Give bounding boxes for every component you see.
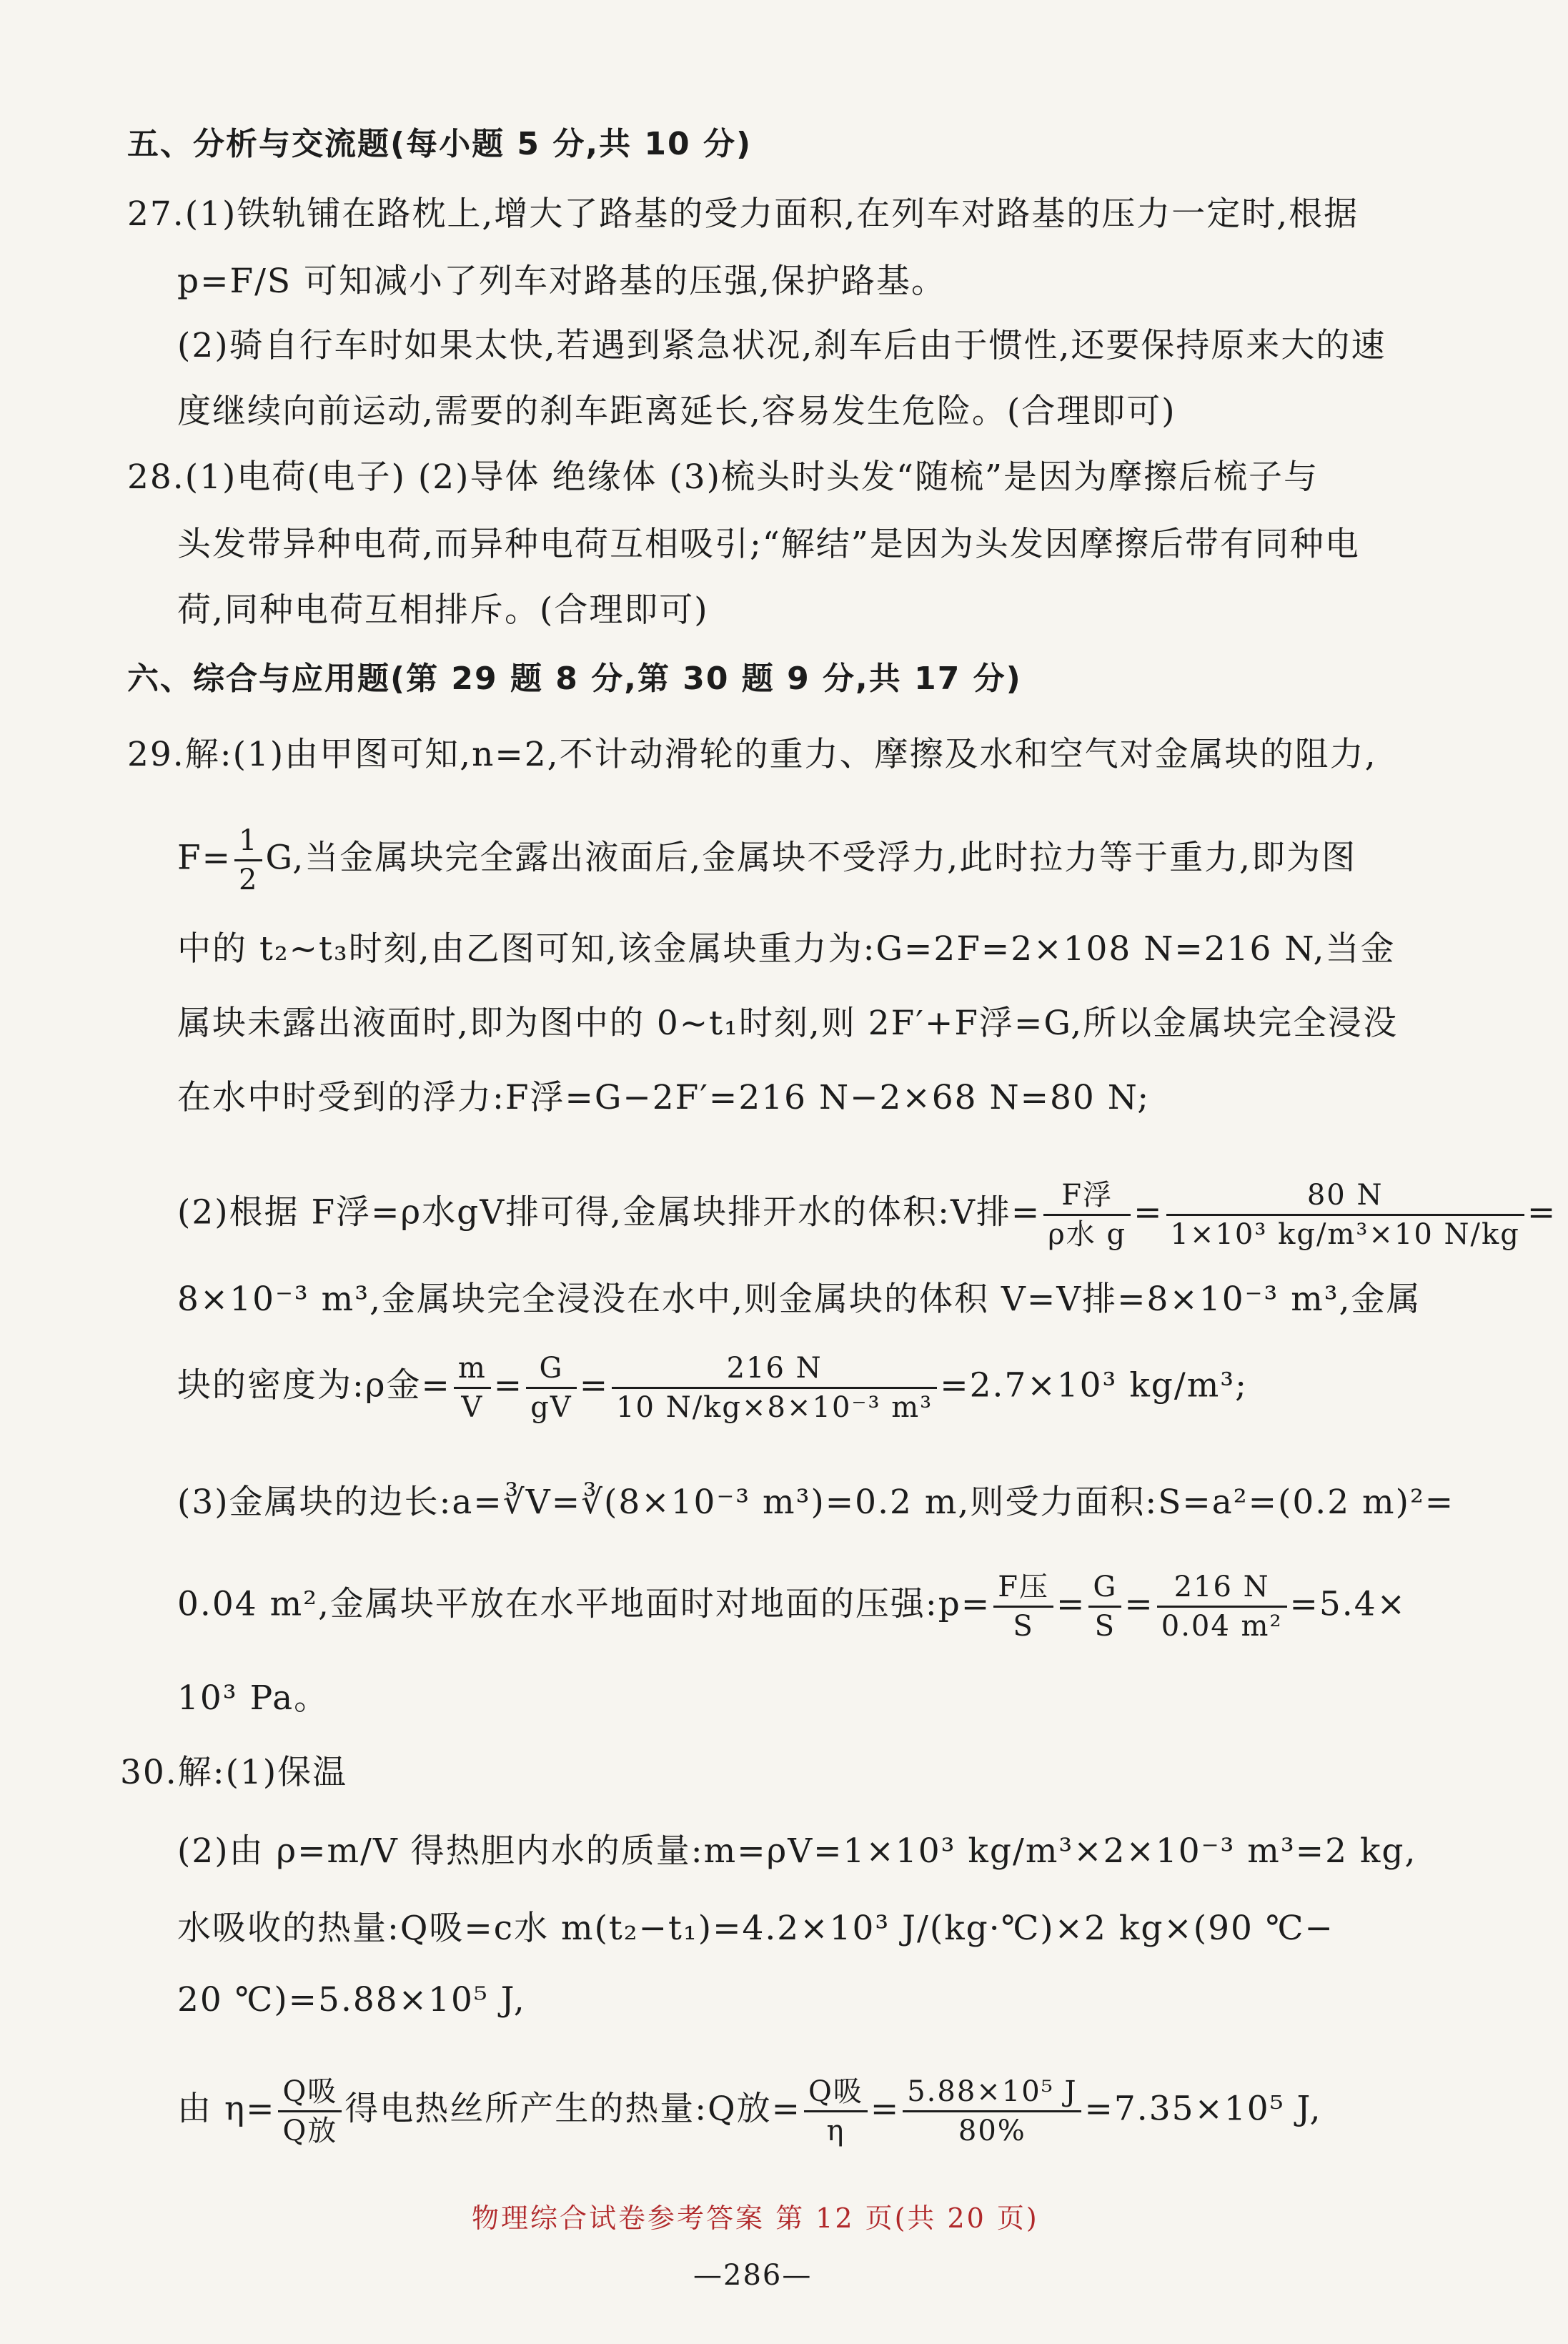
q27-part1-line2: p=F/S 可知减小了列车对路基的压强,保护路基。 [177,262,946,301]
page-footer: 物理综合试卷参考答案 第 12 页(共 20 页) [472,2202,1039,2234]
q28-line3: 荷,同种电荷互相排斥。(合理即可) [177,590,709,630]
q29-part2-line1: (2)根据 F浮=ρ水gV排可得,金属块排开水的体积:V排= $\frac{\text{F浮}}{\text{ρ水 g}}$ = $\frac{80 N}{\text{1×10³ kg/m³×10 N/kg}}$ = [177,1177,1557,1253]
fraction-half: $\frac{1}{2}$ [234,822,262,899]
q30-line2: (2)由 ρ=m/V 得热胆内水的质量:m=ρV=1×10³ kg/m³×2×10⁻³ m³=2 kg, [177,1831,1417,1871]
q27-part2-line1: (2)骑自行车时如果太快,若遇到紧急状况,刹车后由于惯性,还要保持原来大的速 [177,326,1386,365]
q29-part3-line2: 0.04 m²,金属块平放在水平地面时对地面的压强:p= $\frac{\text{F压}}{S}$ = $\frac{G}{S}$ = $\frac{216 N}{\text{0.04 m²}}$ =5.4× [177,1568,1406,1645]
q29-part2-line3: 块的密度为:ρ金= $\frac{m}{V}$ = $\frac{G}{gV}$ = $\frac{216 N}{\text{10 N/kg×8×10⁻³ m³}}$ =2.7×10³ kg/m³; [177,1350,1248,1426]
fraction-m-over-v: $\frac{m}{V}$ [454,1350,491,1426]
fraction-g-over-gv: $\frac{G}{gV}$ [526,1350,577,1426]
fraction-g-over-s: $\frac{G}{S}$ [1088,1568,1121,1645]
fraction-pressure: $\frac{216 N}{\text{0.04 m²}}$ [1157,1568,1287,1645]
q29-part3-line3: 10³ Pa。 [177,1678,329,1718]
q27-part1-line1: 27.(1)铁轨铺在路枕上,增大了路基的受力面积,在列车对路基的压力一定时,根据 [127,194,1359,234]
q29-line2 [177,822,1356,899]
fraction-efficiency: $\frac{\text{Q吸}}{\text{Q放}}$ [278,2073,342,2150]
q29-line2-prefix: F= [177,838,232,878]
fraction-buoyancy: $\frac{\text{F浮}}{\text{ρ水 g}}$ [1043,1177,1131,1253]
section-6-title: 六、综合与应用题(第 29 题 8 分,第 30 题 9 分,共 17 分) [127,661,1022,697]
q29-line4: 属块未露出液面时,即为图中的 0~t₁时刻,则 2F′+F浮=G,所以金属块完全浸没 [177,1004,1399,1043]
q29-line5: 在水中时受到的浮力:F浮=G−2F′=216 N−2×68 N=80 N; [177,1078,1151,1117]
q28-line2: 头发带异种电荷,而异种电荷互相吸引;“解结”是因为头发因摩擦后带有同种电 [177,525,1360,564]
q29-line3: 中的 t₂~t₃时刻,由乙图可知,该金属块重力为:G=2F=2×108 N=216 N,当金 [177,929,1396,969]
q30-line5: 由 η= $\frac{\text{Q吸}}{\text{Q放}}$ 得电热丝所产生的热量:Q放= $\frac{\text{Q吸}}{\eta}$ = $\frac{\text{5.88×10⁵ J}}{80\%}$ =7.35×10⁵ J, [177,2073,1322,2150]
q30-line3: 水吸收的热量:Q吸=c水 m(t₂−t₁)=4.2×10³ J/(kg·℃)×2 kg×(90 ℃− [177,1909,1334,1948]
q29-line1: 29.解:(1)由甲图可知,n=2,不计动滑轮的重力、摩擦及水和空气对金属块的阻力, [127,735,1377,774]
fraction-pressure-force: $\frac{\text{F压}}{S}$ [993,1568,1053,1645]
q29-part2-line2: 8×10⁻³ m³,金属块完全浸没在水中,则金属块的体积 V=V排=8×10⁻³ m³,金属 [177,1280,1421,1319]
q30-line4: 20 ℃)=5.88×10⁵ J, [177,1980,526,2019]
fraction-volume: $\frac{80 N}{\text{1×10³ kg/m³×10 N/kg}}$ [1166,1177,1524,1253]
fraction-q-over-eta: $\frac{\text{Q吸}}{\eta}$ [804,2073,868,2150]
fraction-density: $\frac{216 N}{\text{10 N/kg×8×10⁻³ m³}}$ [612,1350,937,1426]
q27-part2-line2: 度继续向前运动,需要的刹车距离延长,容易发生危险。(合理即可) [177,392,1176,431]
q29-line2-text: G,当金属块完全露出液面后,金属块不受浮力,此时拉力等于重力,即为图 [265,838,1357,878]
q29-part3-line1: (3)金属块的边长:a=∛V=∛(8×10⁻³ m³)=0.2 m,则受力面积:S=a²=(0.2 m)²= [177,1483,1455,1522]
q28-line1: 28.(1)电荷(电子) (2)导体 绝缘体 (3)梳头时头发“随梳”是因为摩擦后梳子与 [127,458,1319,497]
page-number: —286— [693,2259,813,2292]
q30-line1: 30.解:(1)保温 [120,1753,348,1792]
section-5-title: 五、分析与交流题(每小题 5 分,共 10 分) [127,126,753,162]
fraction-heat: $\frac{\text{5.88×10⁵ J}}{80\%}$ [903,2073,1081,2150]
